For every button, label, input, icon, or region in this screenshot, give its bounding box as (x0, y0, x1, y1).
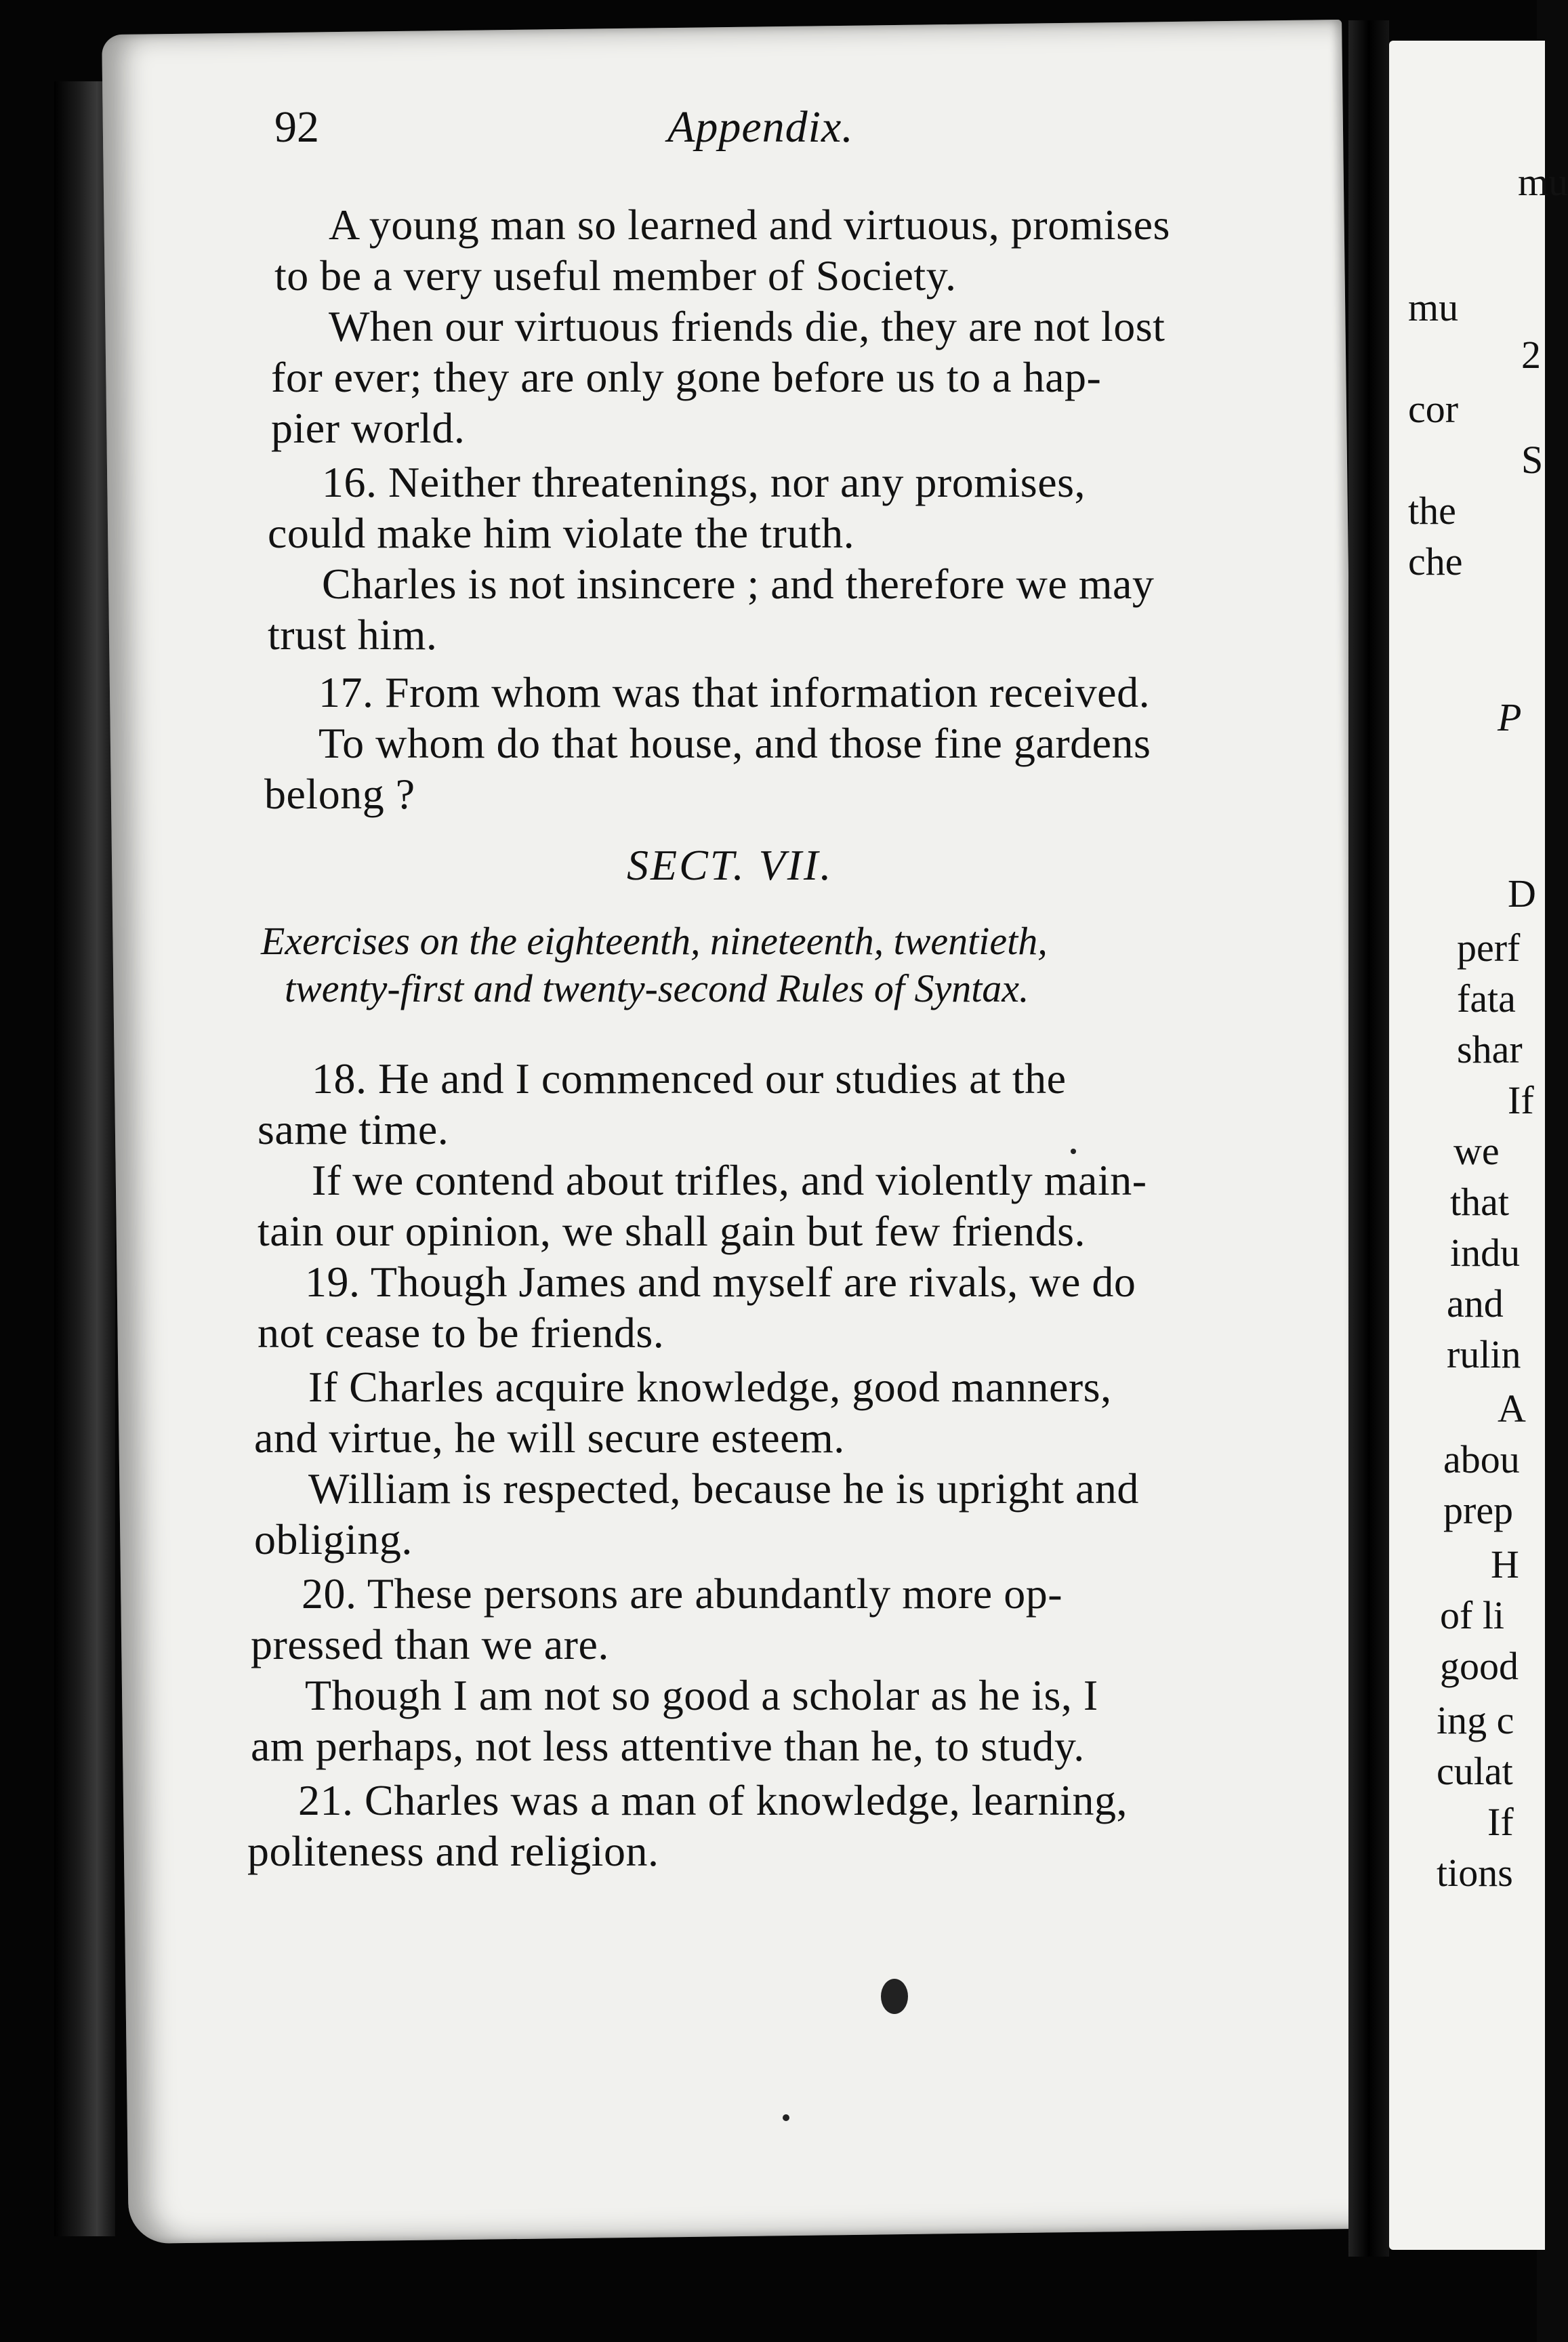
text-line: am perhaps, not less attentive than he, to study. (251, 1722, 1085, 1770)
right-page-text: D (1508, 871, 1536, 916)
text-line: pressed than we are. (251, 1620, 609, 1668)
right-page-text: If (1508, 1078, 1534, 1122)
text-line: 21. Charles was a man of knowledge, learning, (298, 1776, 1128, 1824)
right-page-text: shar (1457, 1027, 1523, 1071)
text-line: If we contend about trifles, and violently main- (312, 1156, 1147, 1204)
text-line: belong ? (264, 770, 415, 818)
right-page-text: that (1450, 1180, 1509, 1224)
right-page-text: the (1408, 489, 1456, 533)
text-line: William is respected, because he is upright and (308, 1464, 1139, 1513)
right-page-text: good (1440, 1644, 1519, 1688)
text-line: same time. (257, 1105, 449, 1153)
text-line: obliging. (254, 1515, 413, 1563)
right-page-text: 2 (1521, 333, 1541, 377)
text-line: 17. From whom was that information received. (318, 668, 1151, 716)
right-page-text: perf (1457, 926, 1521, 970)
right-page-text: prep (1443, 1488, 1514, 1532)
text-line: 16. Neither threatenings, nor any promises, (322, 458, 1086, 506)
right-page-text: che (1408, 539, 1463, 583)
right-page-text: If (1487, 1800, 1514, 1844)
right-page-text: tions (1437, 1851, 1513, 1895)
text-line: 20. These persons are abundantly more op- (302, 1569, 1062, 1618)
right-page-text: and (1447, 1281, 1504, 1326)
section-subtitle: twenty-first and twenty-second Rules of Syntax. (285, 966, 1029, 1010)
text-line: trust him. (268, 611, 438, 659)
text-line: If Charles acquire knowledge, good manners, (308, 1363, 1112, 1411)
text-line: Though I am not so good a scholar as he is, I (305, 1671, 1098, 1719)
running-title: Appendix. (667, 102, 854, 152)
text-line: tain our opinion, we shall gain but few friends. (257, 1207, 1086, 1255)
right-page-text: of li (1440, 1593, 1505, 1637)
right-page-text: P (1498, 695, 1522, 739)
text-line: could make him violate the truth. (268, 509, 855, 557)
page-number: 92 (274, 102, 319, 152)
right-page-text: we (1453, 1129, 1500, 1173)
text-line: for ever; they are only gone before us to a hap- (271, 353, 1102, 401)
right-page-text: ing c (1437, 1698, 1514, 1742)
section-heading: SECT. VII. (627, 841, 833, 889)
ink-blot (881, 1979, 908, 2014)
text-line: To whom do that house, and those fine gardens (318, 719, 1151, 767)
text-line: 19. Though James and myself are rivals, we do (305, 1258, 1136, 1306)
right-page-text: abou (1443, 1437, 1520, 1481)
text-line: Charles is not insincere ; and therefore we may (322, 560, 1155, 608)
right-page-text: fata (1457, 977, 1516, 1021)
text-line: to be a very useful member of Society. (274, 251, 957, 300)
right-page-text: indu (1450, 1231, 1521, 1275)
text-line: 18. He and I commenced our studies at the (312, 1054, 1067, 1103)
right-page-text: mu (1408, 285, 1459, 329)
right-page-text: culat (1437, 1749, 1513, 1793)
section-subtitle: Exercises on the eighteenth, nineteenth, twentieth, (261, 919, 1048, 963)
text-line: not cease to be friends. (257, 1309, 665, 1357)
right-page-text: cor (1408, 387, 1459, 431)
text-line: and virtue, he will secure esteem. (254, 1414, 845, 1462)
right-page-text: rulin (1447, 1332, 1521, 1376)
text-line: A young man so learned and virtuous, promises (329, 201, 1170, 249)
right-page-text: A (1498, 1386, 1526, 1431)
text-line: politeness and religion. (247, 1827, 659, 1875)
ink-speck (1071, 1149, 1076, 1154)
right-page-text: H (1491, 1542, 1519, 1586)
text-line: When our virtuous friends die, they are not lost (329, 302, 1165, 350)
right-page-text: S (1521, 438, 1544, 482)
right-page-text: mu (1518, 160, 1568, 204)
book-gutter (1348, 20, 1389, 2257)
text-line: pier world. (271, 404, 466, 452)
ink-speck (783, 2114, 789, 2121)
